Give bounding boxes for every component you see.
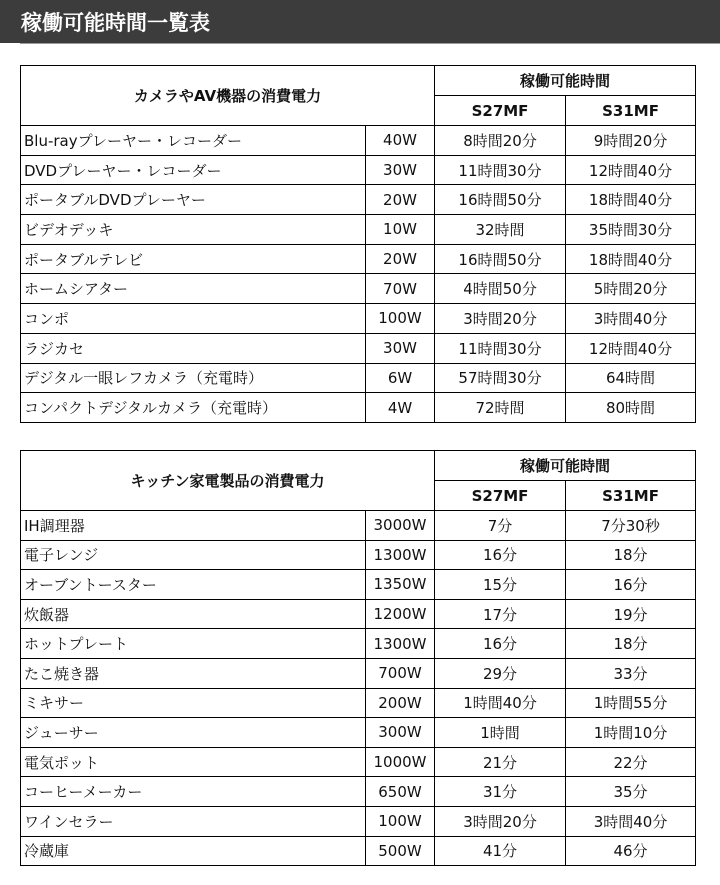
wattage-cell: 650W [366,777,435,807]
appliance-name-cell: たこ焼き器 [21,658,366,688]
runtime-s27mf-cell: 11時間30分 [435,155,566,185]
runtime-s27mf-cell: 57時間30分 [435,363,566,393]
appliance-name-cell: コンパクトデジタルカメラ（充電時） [21,393,366,423]
runtime-s27mf-cell: 16時間50分 [435,185,566,215]
model-header-s31mf: S31MF [566,481,696,511]
appliance-name-cell: ホットプレート [21,629,366,659]
table-row [21,540,696,570]
wattage-cell: 30W [366,333,435,363]
runtime-s31mf-cell: 7分30秒 [566,511,696,541]
table-row [21,215,696,245]
runtime-s27mf-cell: 16時間50分 [435,244,566,274]
table-row [21,629,696,659]
appliance-name-cell: コンポ [21,304,366,334]
appliance-name-cell: Blu-rayプレーヤー・レコーダー [21,126,366,156]
runtime-s31mf-cell: 35時間30分 [566,215,696,245]
table-row [21,393,696,423]
wattage-cell: 700W [366,658,435,688]
runtime-s27mf-cell: 16分 [435,629,566,659]
runtime-s31mf-cell: 35分 [566,777,696,807]
wattage-cell: 20W [366,185,435,215]
table-row [21,274,696,304]
runtime-s31mf-cell: 18時間40分 [566,185,696,215]
runtime-s31mf-cell: 18分 [566,629,696,659]
runtime-s31mf-cell: 3時間40分 [566,304,696,334]
runtime-s27mf-cell: 72時間 [435,393,566,423]
runtime-s27mf-cell: 11時間30分 [435,333,566,363]
wattage-cell: 1200W [366,599,435,629]
runtime-s31mf-cell: 1時間55分 [566,688,696,718]
appliance-name-cell: IH調理器 [21,511,366,541]
runtime-s31mf-cell: 12時間40分 [566,333,696,363]
runtime-s31mf-cell: 16分 [566,570,696,600]
appliance-name-cell: DVDプレーヤー・レコーダー [21,155,366,185]
runtime-s31mf-cell: 5時間20分 [566,274,696,304]
appliance-name-cell: ポータブルテレビ [21,244,366,274]
runtime-s27mf-cell: 16分 [435,540,566,570]
runtime-s27mf-cell: 3時間20分 [435,304,566,334]
page-title: 稼働可能時間一覧表 [21,10,210,35]
table-row [21,718,696,748]
table-row [21,777,696,807]
runtime-s27mf-cell: 1時間40分 [435,688,566,718]
wattage-cell: 20W [366,244,435,274]
runtime-s27mf-cell: 3時間20分 [435,806,566,836]
runtime-s27mf-cell: 32時間 [435,215,566,245]
header-divider [20,43,720,44]
wattage-cell: 70W [366,274,435,304]
wattage-cell: 100W [366,304,435,334]
model-header-s27mf: S27MF [435,96,566,126]
runtime-s31mf-cell: 46分 [566,836,696,866]
table-row [21,806,696,836]
appliance-name-cell: 電気ポット [21,747,366,777]
wattage-cell: 3000W [366,511,435,541]
kitchen-appliance-table [20,450,696,866]
model-header-s31mf: S31MF [566,96,696,126]
wattage-cell: 100W [366,806,435,836]
table-row [21,747,696,777]
table-row [21,333,696,363]
page-header [0,0,720,43]
appliance-name-cell: ポータブルDVDプレーヤー [21,185,366,215]
runtime-s31mf-cell: 18分 [566,540,696,570]
table-row [21,599,696,629]
wattage-cell: 300W [366,718,435,748]
table-row [21,688,696,718]
runtime-s27mf-cell: 29分 [435,658,566,688]
appliance-name-cell: ワインセラー [21,806,366,836]
table-category-header: キッチン家電製品の消費電力 [21,451,435,511]
runtime-s27mf-cell: 21分 [435,747,566,777]
appliance-name-cell: 炊飯器 [21,599,366,629]
runtime-s27mf-cell: 1時間 [435,718,566,748]
runtime-s27mf-cell: 31分 [435,777,566,807]
table-row [21,185,696,215]
runtime-s31mf-cell: 18時間40分 [566,244,696,274]
wattage-cell: 1300W [366,629,435,659]
appliance-name-cell: 電子レンジ [21,540,366,570]
wattage-cell: 30W [366,155,435,185]
wattage-cell: 1300W [366,540,435,570]
runtime-s31mf-cell: 64時間 [566,363,696,393]
runtime-s27mf-cell: 17分 [435,599,566,629]
table-row [21,836,696,866]
table-category-header: カメラやAV機器の消費電力 [21,66,435,126]
appliance-name-cell: ミキサー [21,688,366,718]
table-row [21,363,696,393]
runtime-s27mf-cell: 41分 [435,836,566,866]
wattage-cell: 40W [366,126,435,156]
table-row [21,155,696,185]
wattage-cell: 10W [366,215,435,245]
appliance-name-cell: ホームシアター [21,274,366,304]
runtime-s31mf-cell: 33分 [566,658,696,688]
runtime-s27mf-cell: 15分 [435,570,566,600]
wattage-cell: 6W [366,363,435,393]
wattage-cell: 1350W [366,570,435,600]
av-equipment-table [20,65,696,423]
runtime-s31mf-cell: 22分 [566,747,696,777]
appliance-name-cell: コーヒーメーカー [21,777,366,807]
runtime-s31mf-cell: 12時間40分 [566,155,696,185]
table-row [21,570,696,600]
table-row [21,126,696,156]
wattage-cell: 1000W [366,747,435,777]
runtime-s31mf-cell: 1時間10分 [566,718,696,748]
runtime-s31mf-cell: 80時間 [566,393,696,423]
appliance-name-cell: 冷蔵庫 [21,836,366,866]
table-row [21,244,696,274]
appliance-name-cell: デジタル一眼レフカメラ（充電時） [21,363,366,393]
table-row [21,304,696,334]
table-row [21,658,696,688]
runtime-s31mf-cell: 19分 [566,599,696,629]
appliance-name-cell: ビデオデッキ [21,215,366,245]
wattage-cell: 4W [366,393,435,423]
table-row [21,511,696,541]
model-header-s27mf: S27MF [435,481,566,511]
appliance-name-cell: ジューサー [21,718,366,748]
runtime-group-header: 稼働可能時間 [435,66,696,96]
runtime-s27mf-cell: 7分 [435,511,566,541]
appliance-name-cell: ラジカセ [21,333,366,363]
wattage-cell: 500W [366,836,435,866]
runtime-s27mf-cell: 8時間20分 [435,126,566,156]
runtime-s27mf-cell: 4時間50分 [435,274,566,304]
runtime-s31mf-cell: 9時間20分 [566,126,696,156]
appliance-name-cell: オーブントースター [21,570,366,600]
runtime-s31mf-cell: 3時間40分 [566,806,696,836]
runtime-group-header: 稼働可能時間 [435,451,696,481]
wattage-cell: 200W [366,688,435,718]
